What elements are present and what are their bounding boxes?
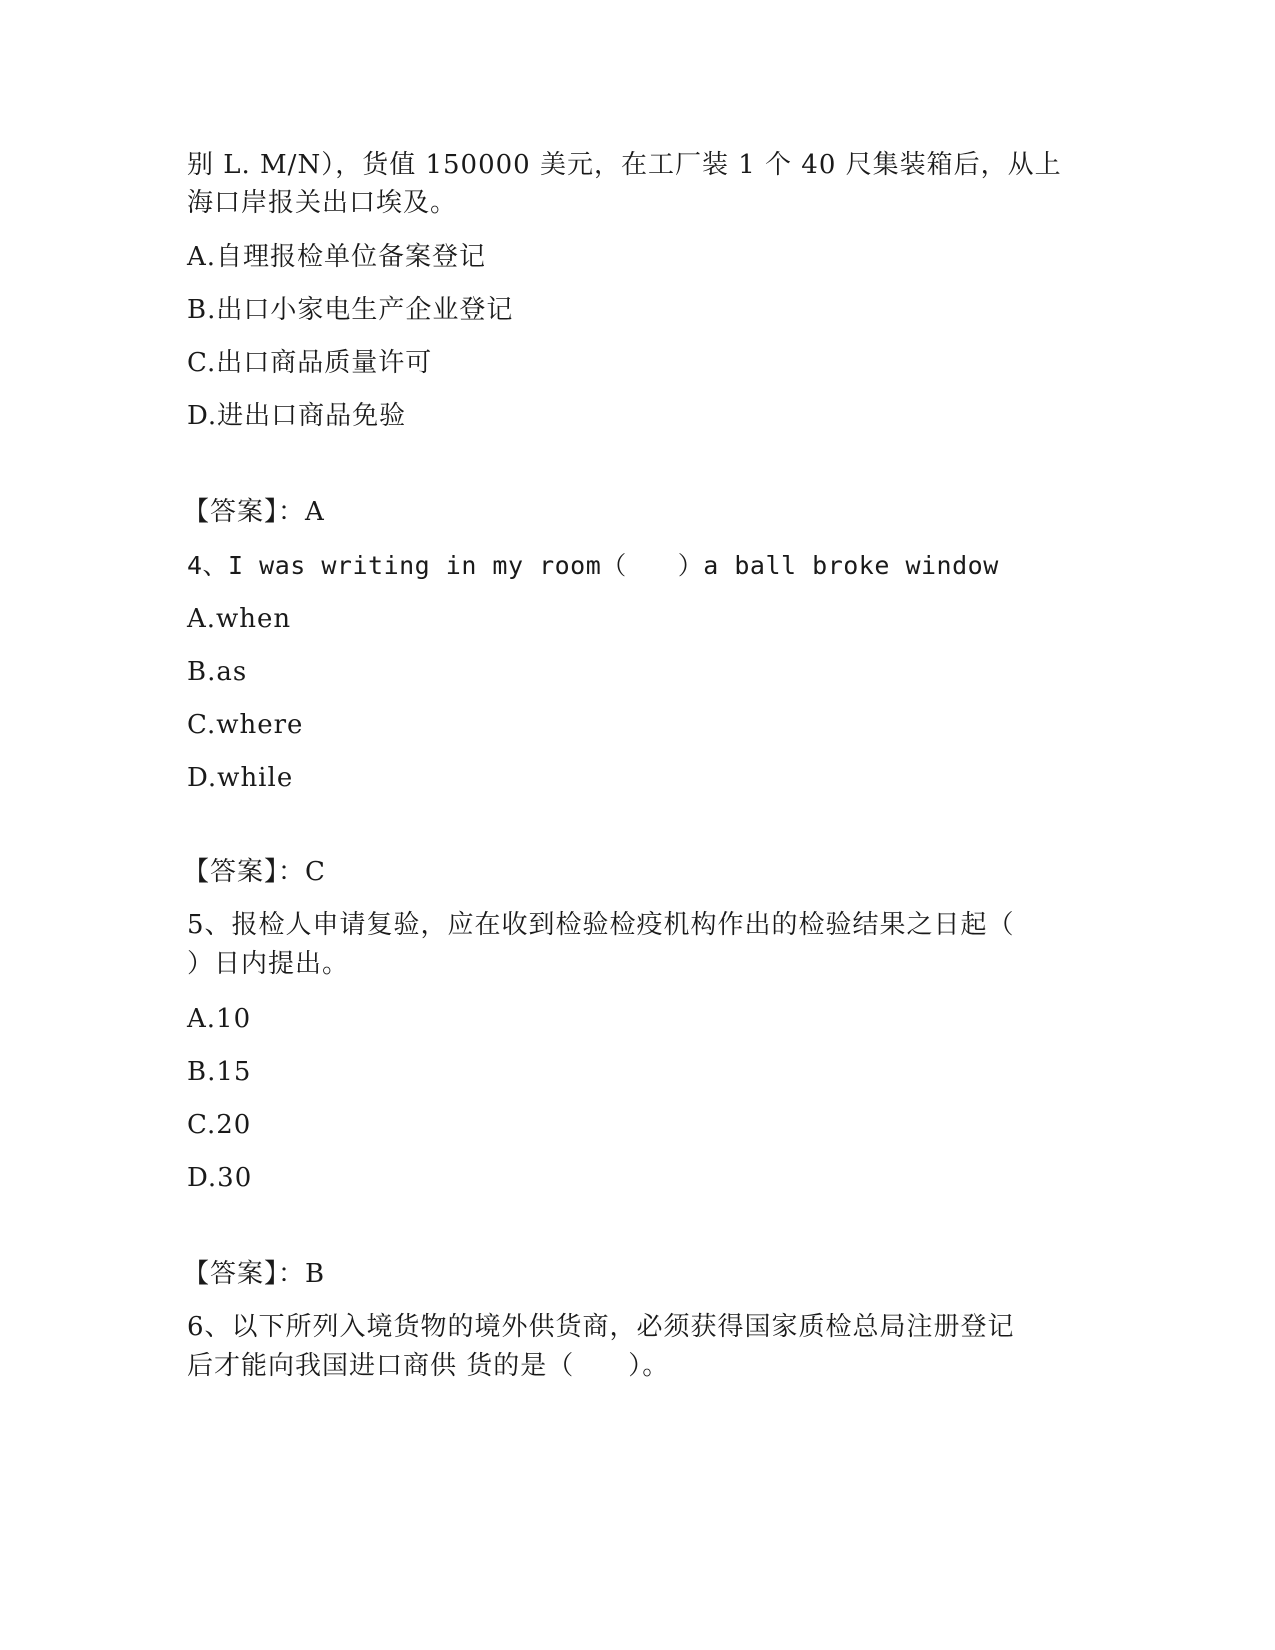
question-3-option-c: C.出口商品质量许可 (187, 348, 433, 378)
question-5-stem-line-1: 5、报检人申请复验，应在收到检验检疫机构作出的检验结果之日起（ (187, 910, 1015, 940)
question-6-stem-line-2: 后才能向我国进口商供 货的是（ ）。 (187, 1351, 670, 1381)
question-3-answer: 【答案】：A (183, 497, 325, 527)
question-3-option-b: B.出口小家电生产企业登记 (187, 295, 514, 325)
question-3-option-a: A.自理报检单位备案登记 (187, 242, 487, 272)
question-5-option-c: C.20 (187, 1110, 252, 1140)
question-5-option-b: B.15 (187, 1057, 252, 1087)
question-4-option-c: C.where (187, 710, 304, 740)
question-5-option-a: A.10 (187, 1004, 252, 1034)
question-4-option-d: D.while (187, 763, 294, 793)
question-5-option-d: D.30 (187, 1163, 253, 1193)
question-4-option-a: A.when (187, 604, 292, 634)
question-5-stem-line-2: ）日内提出。 (187, 949, 350, 979)
question-4-answer: 【答案】：C (183, 857, 326, 887)
question-3-stem-line-2: 海口岸报关出口埃及。 (187, 188, 458, 218)
question-6-stem-line-1: 6、以下所列入境货物的境外供货商，必须获得国家质检总局注册登记 (187, 1312, 1015, 1342)
document-page (183, 0, 1087, 1650)
question-3-stem-line-1: 别 L. M/N），货值 150000 美元，在工厂装 1 个 40 尺集装箱后，从上 (187, 150, 1062, 180)
question-4-stem: 4、I was writing in my room（ ）a ball broke window (187, 551, 999, 580)
question-3-option-d: D.进出口商品免验 (187, 401, 407, 431)
question-4-option-b: B.as (187, 657, 248, 687)
question-5-answer: 【答案】：B (183, 1259, 326, 1289)
